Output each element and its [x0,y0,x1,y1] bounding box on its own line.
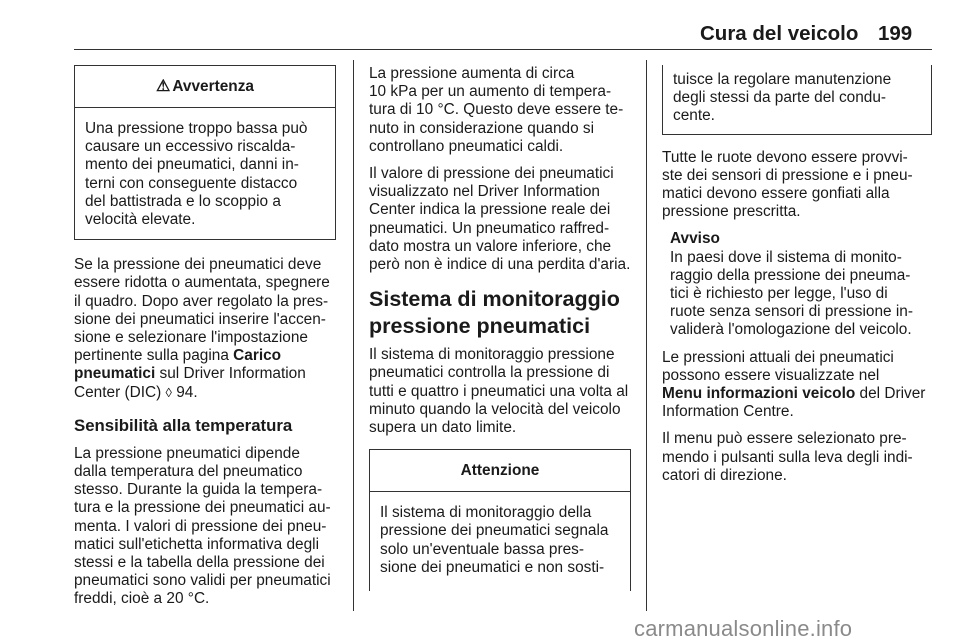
header-rule [74,49,932,50]
caution-box-body: Il sistema di monitoraggio della pressione dei pneumatici segnala solo un'eventuale bassa pres- sione dei pneumatici e non sosti- [380,504,609,576]
menu-term-carico: Carico [233,347,282,365]
warning-box-body: Una pressione troppo bassa può causare un eccessivo riscalda- mento dei pneumatici, danni in- terni con conseguente distacco del battistrada e lo scoppio a velocità elevate. [85,120,308,229]
warning-box-heading: ⚠ Avvertenza [75,66,335,108]
paragraph-current-pressures: Le pressioni attuali dei pneumatici possono essere visualizzate nel Menu informazioni veicolo del Driver Information Centre. [662,348,926,421]
paragraph-menu-selection: Il menu può essere selezionato pre- mendo i pulsanti sulla leva degli indi- catori di direzione. [662,430,913,484]
column-1 [74,65,336,618]
paragraph-tpms: Il sistema di monitoraggio pressione pneumatici controlla la pressione di tutti e quattro i pneumatici una volta al minuto quando la velocità del veicolo supera un dato limite. [369,346,629,437]
caution-box-heading: Attenzione [370,450,630,492]
heading-temperature-sensitivity: Sensibilità alla temperatura [74,415,293,435]
column-divider-2 [646,60,647,611]
note-heading: Avviso [670,230,720,248]
column-3 [662,65,932,494]
note-block: Avviso In paesi dove il sistema di monito- raggio della pressione dei pneuma- tici è richiesto per legge, l'uso di ruote senza sensori di pressione in- validerà l'omologazione del veicolo. [662,230,932,339]
paragraph-dic-value: Il valore di pressione dei pneumatici visualizzato nel Driver Information Center indica la pressione reale dei pneumatici. Un pneumatico raffred- dato mostra un valore inferiore, che però non è indice di una perdita d'aria. [369,165,631,274]
menu-term-vehicle-info: Menu informazioni veicolo [662,385,856,403]
paragraph-pressure-adjust: Se la pressione dei pneumatici deve essere ridotta o aumentata, spegnere il quadro. Dopo aver regolato la pres- sione dei pneumatici inserire l'accen- sione e selezionare l'impostazione pertinente sulla pagina Carico pneumatici sul Driver Information Center (DIC) ◊ 94. [74,256,330,401]
paragraph-sensors: Tutte le ruote devono essere provvi- ste dei sensori di pressione e i pneu- matici devono essere gonfiati alla pressione prescritta. [662,148,913,221]
caution-box-continued: tuisce la regolare manutenzione degli stessi da parte del condu- cente. [662,65,932,135]
section-heading-tpms: Sistema di monitoraggio pressione pneumatici [369,287,620,339]
paragraph-temperature: La pressione pneumatici dipende dalla temperatura del pneumatico stesso. Durante la guida la tempera- tura e la pressione dei pneumatici au- menta. I valori di pressione dei pneu- matici sull'etichetta informativa degli stessi e la tabella della pressione dei pneumatici sono validi per pneumatici freddi, cioè a 20 °C. [74,444,331,608]
menu-term-pneumatici: pneumatici [74,365,156,383]
paragraph-pressure-increase: La pressione aumenta di circa 10 kPa per un aumento di tempera- tura di 10 °C. Questo deve essere te- nuto in considerazione quando si controllano pneumatici caldi. [369,65,624,155]
column-divider-1 [353,60,354,611]
caution-box [369,449,631,591]
warning-triangle-icon: ⚠ [156,78,171,95]
page-reference-icon: ◊ [165,384,172,400]
warning-box [74,65,336,240]
running-header-title: Cura del veicolo [700,22,859,45]
column-2 [369,65,631,591]
page-number: 199 [878,22,913,45]
page-reference-link[interactable]: 94. [171,383,198,401]
watermark: carmanualsonline.info [634,616,853,641]
